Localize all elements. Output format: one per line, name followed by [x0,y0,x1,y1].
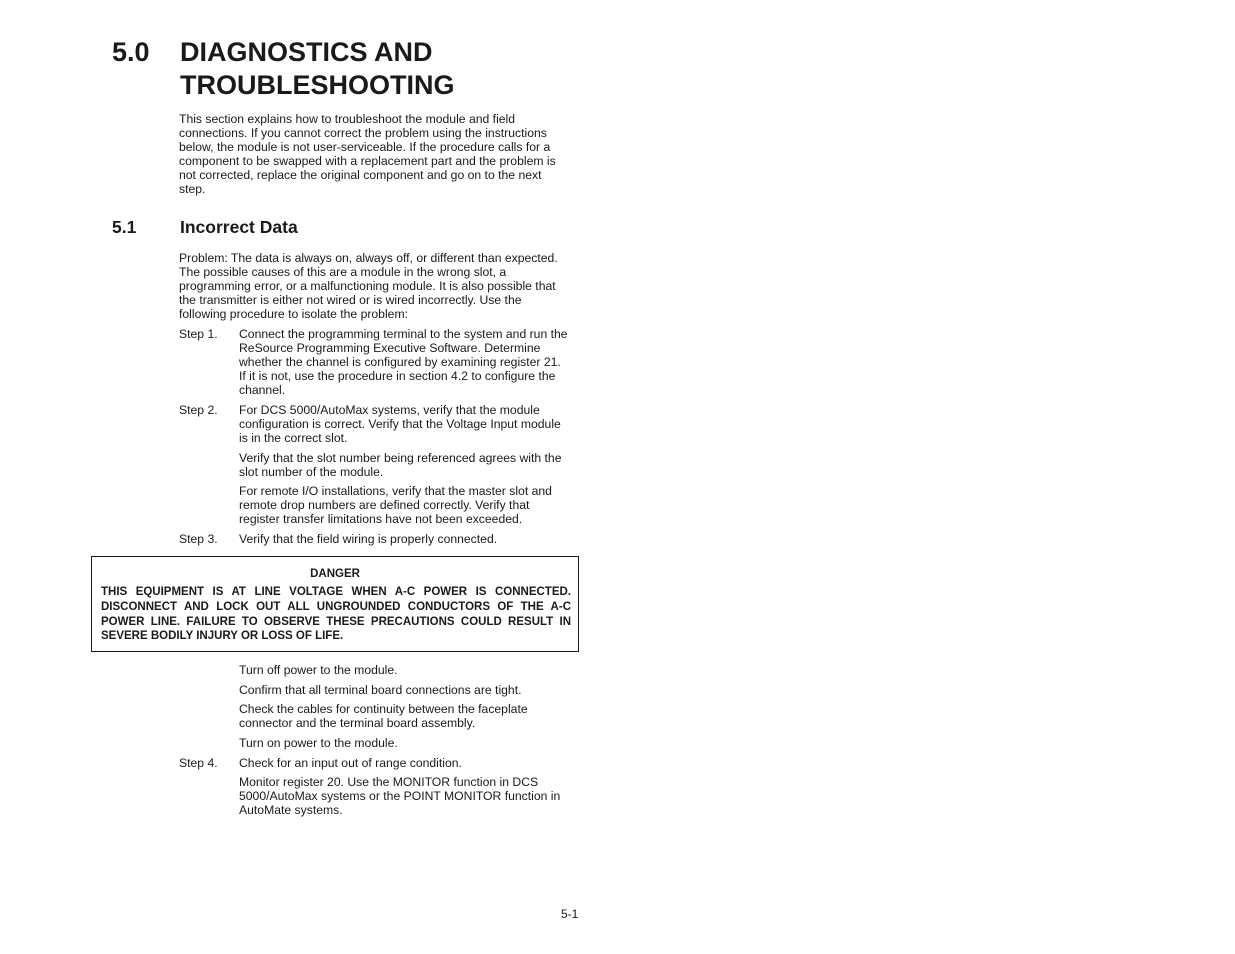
section-number: 5.0 [112,37,150,67]
section-intro-paragraph: This section explains how to troubleshoot the module and field connections. If you cannot correct the problem using the instructions below, the module is not user-serviceable. If the procedure calls for a component to be swapped with a replacement part and the problem is not corrected, replace the original component and go on to the next step. [179,112,556,196]
step-2-text-c: For remote I/O installations, verify that the master slot and remote drop numbers are defined correctly. Verify that register transfer limitations have not been exceeded. [239,484,552,526]
problem-paragraph: Problem: The data is always on, always off, or different than expected. The possible causes of this are a module in the wrong slot, a programming error, or a malfunctioning module. It is also possible that the transmitter is either not wired or is wired incorrectly. Use the following procedure to isolate the problem: [179,251,558,321]
step-4-text-b: Monitor register 20. Use the MONITOR function in DCS 5000/AutoMax systems or the POINT MONITOR function in AutoMate systems. [239,775,561,817]
step-3-label: Step 3. [179,532,218,546]
danger-text: THIS EQUIPMENT IS AT LINE VOLTAGE WHEN A-C POWER IS CONNECTED. DISCONNECT AND LOCK OUT ALL UNGROUNDED CONDUCTORS OF THE A-C POWER LINE. FAILURE TO OBSERVE THESE PRECAUTIONS COULD RESULT IN SEVERE BODILY INJURY OR LOSS OF LIFE. [101,586,571,643]
step-3-text-d: Check the cables for continuity between the faceplate connector and the terminal board assembly. [239,702,528,730]
step-4-text: Check for an input out of range condition. [239,756,462,770]
danger-title: DANGER [310,568,360,580]
page-number: 5-1 [561,907,579,921]
subsection-number: 5.1 [112,217,137,237]
step-4-label: Step 4. [179,756,218,770]
step-3-text-e: Turn on power to the module. [239,736,398,750]
step-3-text-c: Confirm that all terminal board connections are tight. [239,683,522,697]
subsection-title: Incorrect Data [180,217,298,237]
step-1-text: Connect the programming terminal to the system and run the ReSource Programming Executive Software. Determine whether the channel is configured by examining register 21. If it is not, use the procedure in section 4.2 to configure the channel. [239,327,568,397]
step-2-label: Step 2. [179,403,218,417]
danger-warning-box [91,556,579,652]
step-2-text-b: Verify that the slot number being referenced agrees with the slot number of the module. [239,451,562,479]
step-2-text: For DCS 5000/AutoMax systems, verify that the module configuration is correct. Verify that the Voltage Input module is in the correct slot. [239,403,561,445]
section-title: DIAGNOSTICS AND TROUBLESHOOTING [180,37,455,100]
step-1-label: Step 1. [179,327,218,341]
step-3-text-b: Turn off power to the module. [239,663,398,677]
step-3-text: Verify that the field wiring is properly connected. [239,532,498,546]
